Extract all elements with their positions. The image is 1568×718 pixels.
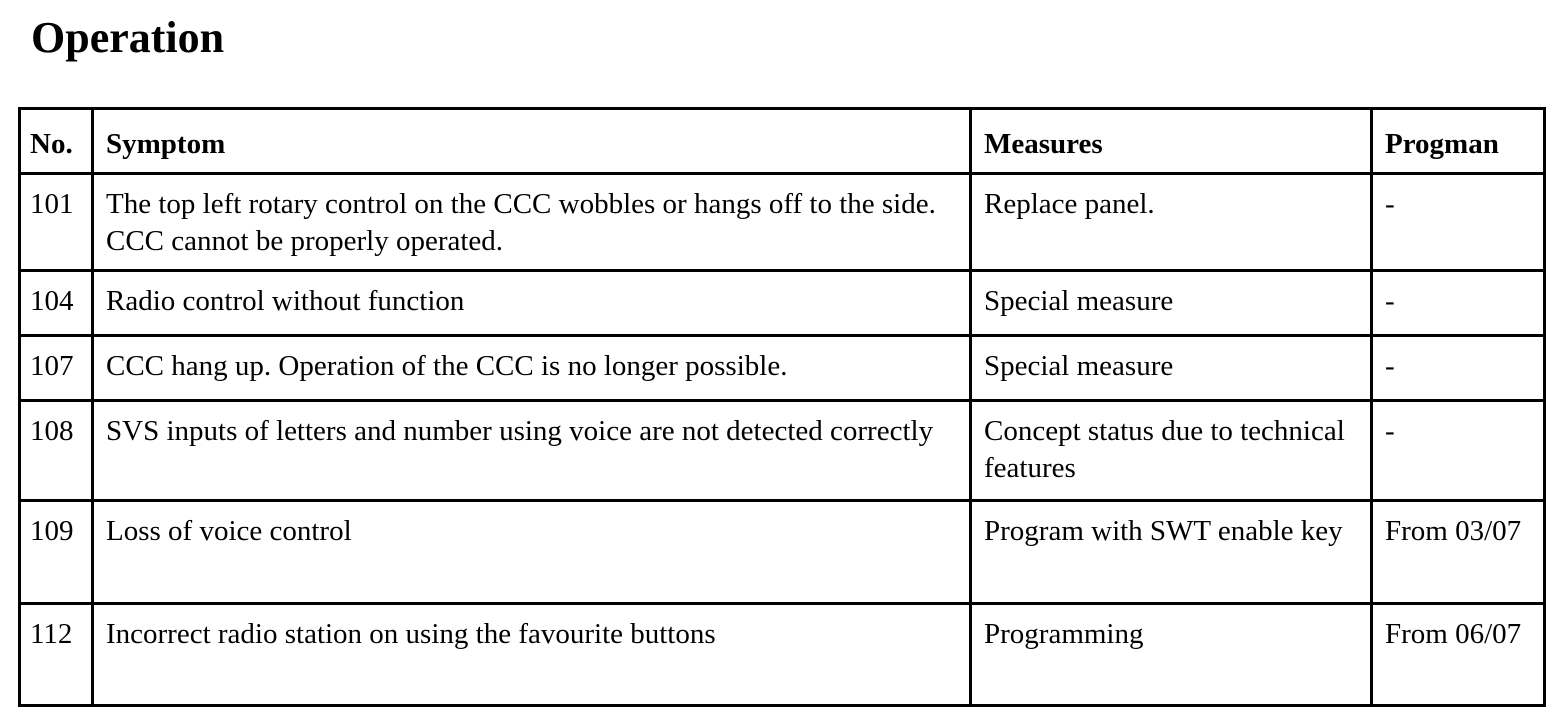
table-row [20, 501, 1545, 604]
cell-symptom: Incorrect radio station on using the favourite buttons [93, 604, 971, 706]
table-row [20, 401, 1545, 501]
cell-measures: Program with SWT enable key [971, 501, 1372, 604]
cell-symptom: Loss of voice control [93, 501, 971, 604]
table-row [20, 271, 1545, 336]
cell-progman: - [1372, 271, 1545, 336]
cell-symptom: The top left rotary control on the CCC wobbles or hangs off to the side. CCC cannot be properly operated. [93, 174, 971, 271]
cell-measures: Special measure [971, 336, 1372, 401]
header-progman: Progman [1372, 109, 1545, 174]
header-no: No. [20, 109, 93, 174]
table-row [20, 336, 1545, 401]
cell-symptom: SVS inputs of letters and number using voice are not detected correctly [93, 401, 971, 501]
cell-progman: From 03/07 [1372, 501, 1545, 604]
cell-progman: - [1372, 401, 1545, 501]
cell-symptom: CCC hang up. Operation of the CCC is no longer possible. [93, 336, 971, 401]
cell-progman: - [1372, 174, 1545, 271]
cell-measures: Replace panel. [971, 174, 1372, 271]
cell-no: 109 [20, 501, 93, 604]
table-row [20, 604, 1545, 706]
operation-table [18, 107, 1546, 707]
cell-symptom: Radio control without function [93, 271, 971, 336]
cell-no: 101 [20, 174, 93, 271]
cell-no: 112 [20, 604, 93, 706]
cell-progman: From 06/07 [1372, 604, 1545, 706]
cell-measures: Concept status due to technical features [971, 401, 1372, 501]
page-title: Operation [31, 13, 225, 62]
cell-no: 108 [20, 401, 93, 501]
header-measures: Measures [971, 109, 1372, 174]
cell-progman: - [1372, 336, 1545, 401]
table-row [20, 174, 1545, 271]
table-header-row [20, 109, 1545, 174]
cell-measures: Programming [971, 604, 1372, 706]
cell-measures: Special measure [971, 271, 1372, 336]
cell-no: 107 [20, 336, 93, 401]
header-symptom: Symptom [93, 109, 971, 174]
cell-no: 104 [20, 271, 93, 336]
